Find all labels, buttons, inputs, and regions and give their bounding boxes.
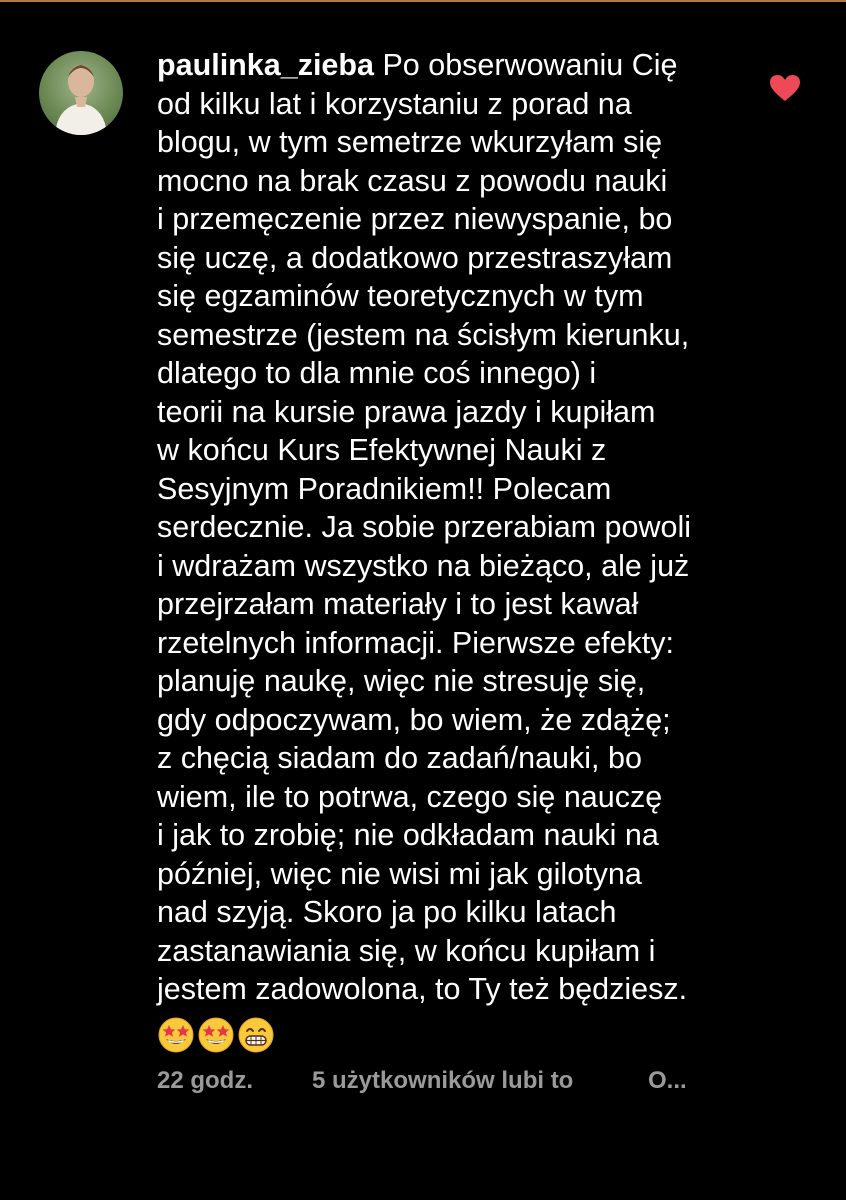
comment-text: zastanawiania się, w końcu kupiłam i	[157, 933, 656, 968]
comment-text: dlatego to dla mnie coś innego) i	[157, 356, 597, 390]
comment-text: planuję naukę, więc nie stresuję się,	[157, 664, 646, 698]
comment-text: rzetelnych informacji. Pierwsze efekty:	[157, 625, 674, 660]
comment-text: gdy odpoczywam, bo wiem, że zdążę;	[157, 702, 671, 737]
comment-text: w końcu Kurs Efektywnej Nauki z	[157, 433, 607, 467]
star-struck-emoji-icon	[157, 1016, 195, 1054]
comment-text: się uczę, a dodatkowo przestraszyłam	[157, 240, 673, 275]
star-struck-emoji-icon	[197, 1016, 235, 1054]
likes-count-link[interactable]: 5 użytkowników lubi to	[312, 1067, 574, 1094]
comment-text: i wdrażam wszystko na bieżąco, ale już	[157, 548, 690, 583]
comment-text: semestrze (jestem na ścisłym kierunku,	[157, 317, 690, 352]
heart-icon	[769, 74, 801, 102]
reply-link[interactable]: O...	[648, 1067, 687, 1094]
profile-photo-icon	[39, 51, 123, 135]
comment-text: i przemęczenie przez niewyspanie, bo	[157, 202, 673, 236]
comment-text: serdecznie. Ja sobie przerabiam powoli	[157, 510, 692, 544]
comment-text: Sesyjnym Poradnikiem!! Polecam	[157, 471, 612, 506]
comment-text: wiem, ile to potrwa, czego się nauczę	[157, 779, 663, 814]
comment-text: blogu, w tym semetrze wkurzyłam się	[157, 125, 663, 159]
comment-text: i jak to zrobię; nie odkładam nauki na	[157, 818, 659, 852]
comment-text: Po obserwowaniu Cię	[382, 48, 678, 82]
comment-text: się egzaminów teoretycznych w tym	[157, 279, 644, 313]
comment-text: przejrzałam materiały i to jest kawał	[157, 587, 639, 621]
avatar[interactable]	[39, 51, 123, 135]
comment-text: mocno na brak czasu z powodu nauki	[157, 163, 668, 198]
comment-text: z chęcią siadam do zadań/nauki, bo	[157, 741, 642, 775]
comment-text: od kilku lat i korzystaniu z porad na	[157, 86, 632, 121]
comment-text: później, więc nie wisi mi jak gilotyna	[157, 856, 642, 891]
comment-line-1	[157, 46, 757, 85]
comment-text: jestem zadowolona, to Ty też będziesz.	[157, 972, 688, 1006]
emoji-row	[157, 1015, 757, 1055]
comment-body	[157, 46, 757, 1055]
like-button[interactable]	[769, 74, 801, 102]
grinning-emoji-icon	[237, 1016, 275, 1054]
comment-text: teorii na kursie prawa jazdy i kupiłam	[157, 394, 656, 429]
comment-text: nad szyją. Skoro ja po kilku latach	[157, 895, 617, 929]
comment-username[interactable]: paulinka_zieba	[157, 48, 374, 82]
comment-timestamp: 22 godz.	[157, 1067, 254, 1094]
